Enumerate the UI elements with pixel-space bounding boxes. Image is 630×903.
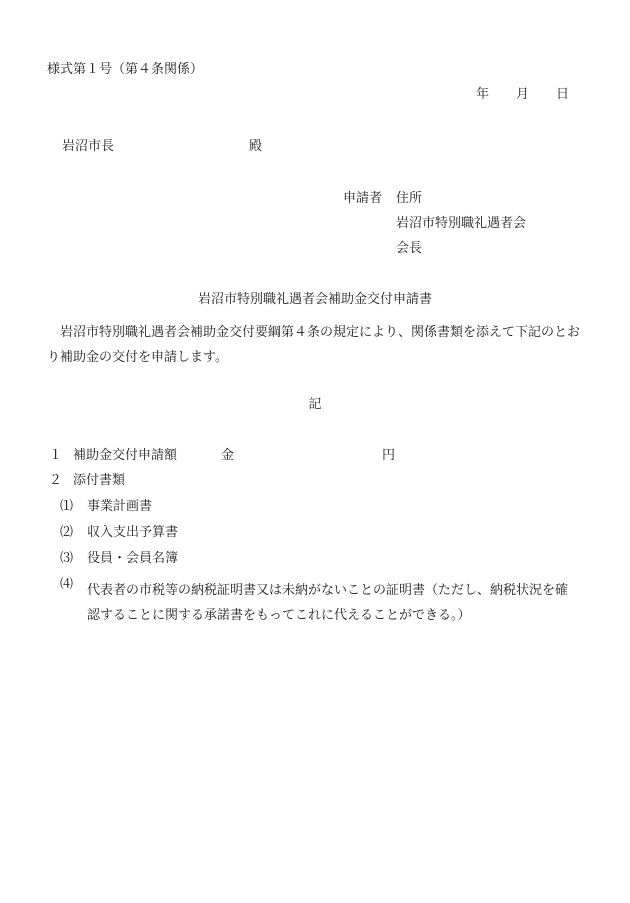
applicant-address-label: 住所 <box>396 191 423 206</box>
subitem-3-text: 役員・会員名簿 <box>87 551 179 566</box>
item-1-number: １ <box>49 448 63 463</box>
item-1-label: 補助金交付申請額 <box>73 448 178 463</box>
subitem-2-number: ⑵ <box>60 525 74 540</box>
applicant-title: 会長 <box>396 241 423 256</box>
body-paragraph: 岩沼市特別職礼遇者会補助金交付要綱第４条の規定により、関係書類を添えて下記のとおり補助金の交付を申請します。 <box>47 325 581 365</box>
item-1-amount-suffix: 円 <box>382 448 396 463</box>
item-2-number: ２ <box>49 473 63 488</box>
item-2-label: 添付書類 <box>73 473 126 488</box>
subitem-4-text <box>87 578 587 628</box>
item-1-amount-prefix: 金 <box>221 448 235 463</box>
document-title: 岩沼市特別職礼遇者会補助金交付申請書 <box>197 292 432 307</box>
addressee-name: 岩沼市長 <box>62 139 115 154</box>
subitem-4-text-line-1: 代表者の市税等の納税証明書又は未納がないことの証明書（ただし、納税状況を確 <box>87 583 569 598</box>
addressee-honorific: 殿 <box>249 139 263 154</box>
date-year-label: 年 <box>476 87 490 102</box>
subitem-2-text: 収入支出予算書 <box>87 525 179 540</box>
subitem-3-number: ⑶ <box>60 551 74 566</box>
applicant-organization: 岩沼市特別職礼遇者会 <box>396 216 527 231</box>
subitem-1-text: 事業計画書 <box>87 499 153 514</box>
applicant-label: 申請者 <box>343 191 383 206</box>
date-month-label: 月 <box>516 87 530 102</box>
subitem-1-number: ⑴ <box>60 499 74 514</box>
ki-heading: 記 <box>308 397 322 412</box>
form-number: 様式第１号（第４条関係） <box>47 62 204 77</box>
date-day-label: 日 <box>556 87 570 102</box>
subitem-4-number: ⑷ <box>60 577 74 592</box>
subitem-4-text-line-2: 認することに関する承諾書をもってこれに代えることができる。） <box>87 608 471 623</box>
